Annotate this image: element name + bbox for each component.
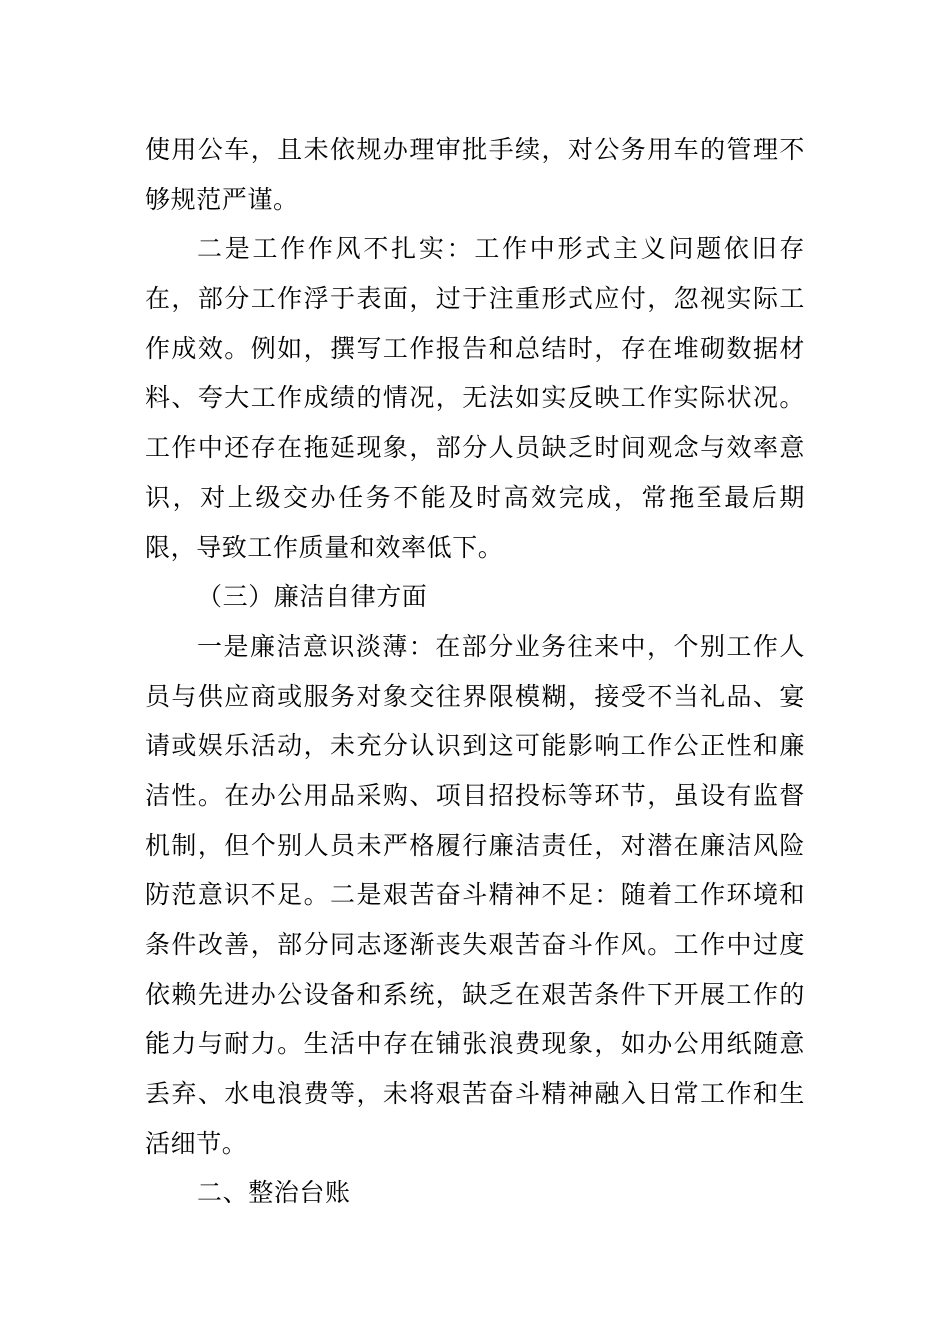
paragraph-line: 员与供应商或服务对象交往界限模糊，接受不当礼品、宴 (145, 681, 805, 711)
section-heading: （三）廉洁自律方面 (197, 582, 428, 612)
paragraph-line: 条件改善，部分同志逐渐丧失艰苦奋斗作风。工作中过度 (145, 930, 805, 959)
paragraph-line: 丢弃、水电浪费等，未将艰苦奋斗精神融入日常工作和生 (145, 1079, 805, 1109)
paragraph-line: 机制，但个别人员未严格履行廉洁责任，对潜在廉洁风险 (145, 830, 805, 860)
paragraph-line: 活细节。 (145, 1128, 248, 1158)
paragraph-line: 够规范严谨。 (145, 184, 299, 214)
paragraph-line: 在，部分工作浮于表面，过于注重形式应付，忽视实际工 (145, 284, 805, 314)
paragraph-line: 工作中还存在拖延现象，部分人员缺乏时间观念与效率意 (145, 433, 805, 463)
paragraph-line: 识，对上级交办任务不能及时高效完成，常拖至最后期 (145, 482, 805, 512)
paragraph-line: 使用公车，且未依规办理审批手续，对公务用车的管理不 (145, 135, 805, 164)
paragraph-line: 作成效。例如，撰写工作报告和总结时，存在堆砌数据材 (145, 333, 805, 363)
paragraph-line: 请或娱乐活动，未充分认识到这可能影响工作公正性和廉 (145, 731, 805, 761)
paragraph-line: 限，导致工作质量和效率低下。 (145, 532, 504, 562)
paragraph-line: 依赖先进办公设备和系统，缺乏在艰苦条件下开展工作的 (145, 979, 805, 1009)
paragraph-line: 一是廉洁意识淡薄：在部分业务往来中，个别工作人 (197, 631, 805, 661)
paragraph-line: 洁性。在办公用品采购、项目招投标等环节，虽设有监督 (145, 780, 805, 810)
paragraph-line: 防范意识不足。二是艰苦奋斗精神不足：随着工作环境和 (145, 880, 805, 910)
paragraph-line: 能力与耐力。生活中存在铺张浪费现象，如办公用纸随意 (145, 1029, 805, 1059)
document-body (145, 125, 805, 1218)
paragraph-line: 二是工作作风不扎实：工作中形式主义问题依旧存 (197, 234, 805, 264)
paragraph-line: 料、夸大工作成绩的情况，无法如实反映工作实际状况。 (145, 383, 805, 413)
section-heading: 二、整治台账 (197, 1178, 351, 1208)
